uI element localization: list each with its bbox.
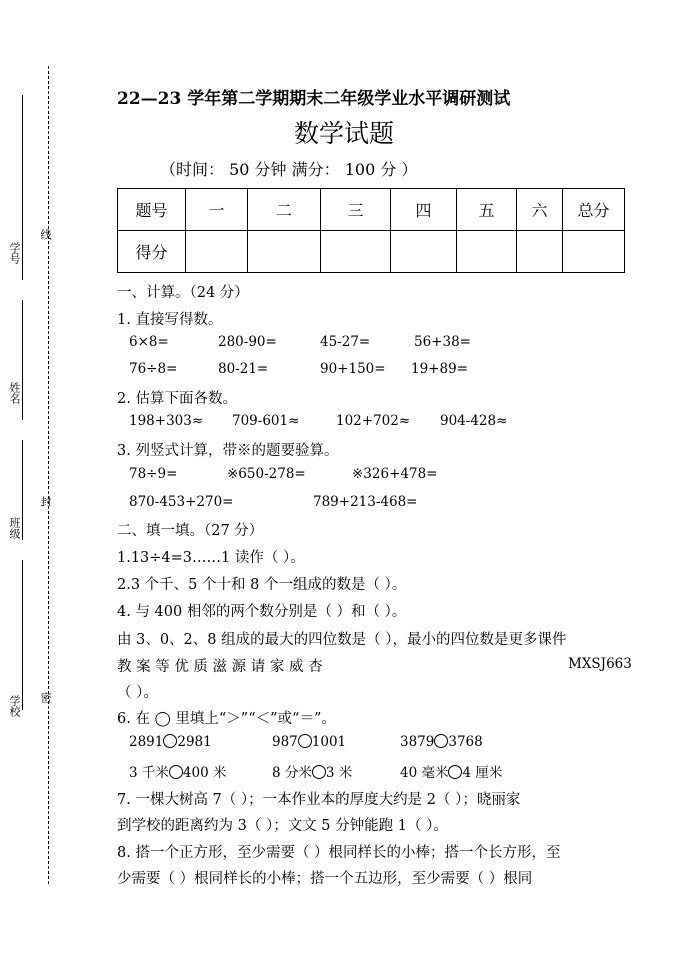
compare-circle[interactable] [312, 765, 326, 779]
question-2-6-title: 6. 在 ◯ 里填上“＞”“＜”或“＝”。 [117, 711, 336, 727]
class-blank [22, 440, 23, 540]
section2-title: 二、填一填。（27 分） [117, 523, 264, 539]
compare-circle[interactable] [163, 734, 177, 748]
compare-item [272, 761, 352, 781]
school-label: 学校 [8, 695, 21, 717]
question-2-7-line2: 到学校的距离约为 3（ ）；文文 5 分钟能跑 1（ ）。 [117, 818, 448, 834]
subject-title: 数学试题 [294, 119, 395, 148]
compare-left: 987 [272, 734, 298, 750]
q3-title: 3. 列竖式计算，带※的题要验算。 [117, 443, 339, 459]
compare-left: 3879 [400, 734, 435, 750]
student-no-blank [22, 95, 23, 280]
score-cell [321, 231, 391, 273]
expression: 45-27= [320, 334, 371, 350]
compare-left: 3 千米 [129, 765, 169, 781]
expression: 19+89= [411, 361, 468, 377]
question-2-4: 4. 与 400 相邻的两个数分别是（ ）和（ ）。 [117, 604, 407, 620]
question-2-2: 2.3 个千、5 个十和 8 个一组成的数是（ ）。 [117, 577, 407, 593]
question-2-8-line2: 少需要（ ）根同样长的小棒；搭一个五边形，至少需要（ ）根同 [117, 871, 533, 887]
line-mark: 线 [39, 229, 52, 240]
compare-right: 3 米 [325, 765, 353, 781]
score-header-cell: 题号 [118, 189, 186, 231]
compare-right: 2981 [177, 734, 212, 750]
seal-mark: 封 [39, 496, 52, 507]
score-row-label: 得分 [118, 231, 186, 273]
expression: ※650-278= [227, 466, 306, 482]
watermark-code: MXSJ663 [568, 656, 632, 672]
score-cell [457, 231, 517, 273]
binding-dashed-line [48, 66, 49, 884]
student-no-label: 学号 [8, 242, 21, 264]
question-2-8-line1: 8. 搭一个正方形，至少需要（ ）根同样长的小棒；搭一个长方形，至 [117, 845, 561, 861]
score-header-cell: 五 [457, 189, 517, 231]
expression: 198+303≈ [129, 413, 204, 429]
name-label: 姓名 [8, 382, 21, 404]
compare-left: 8 分米 [272, 765, 312, 781]
score-cell [517, 231, 563, 273]
compare-left: 2891 [129, 734, 164, 750]
expression: 6×8= [129, 334, 169, 350]
compare-item [129, 734, 212, 750]
expression: 90+150= [320, 361, 386, 377]
compare-item [272, 734, 346, 750]
exam-title: 22—23 学年第二学期期末二年级学业水平调研测试 [117, 89, 511, 109]
class-label: 班级 [8, 517, 21, 539]
compare-left: 40 毫米 [400, 765, 449, 781]
expression: 709-601≈ [232, 413, 300, 429]
question-2-1: 1.13÷4=3……1 读作（ ）。 [117, 550, 305, 566]
score-header-cell: 二 [248, 189, 321, 231]
expression: ※326+478= [352, 466, 438, 482]
expression: 56+38= [414, 334, 471, 350]
expression: 280-90= [218, 334, 277, 350]
score-cell [391, 231, 457, 273]
q1-title: 1. 直接写得数。 [117, 312, 223, 328]
expression: 870-453+270= [129, 494, 234, 510]
time-info: （时间： 50 分钟 满分： 100 分 ） [160, 160, 418, 179]
expression: 102+702≈ [336, 413, 411, 429]
compare-item [400, 734, 483, 750]
compare-right: 400 米 [182, 765, 227, 781]
expression: 80-21= [218, 361, 269, 377]
expression: 904-428≈ [440, 413, 508, 429]
score-table [117, 188, 625, 273]
score-header-cell: 四 [391, 189, 457, 231]
score-header-cell: 总分 [563, 189, 625, 231]
question-2-5-line2: 教 案 等 优 质 滋 源 请 家 威 杏 [117, 659, 323, 675]
compare-circle[interactable] [448, 765, 462, 779]
expression: 78÷9= [129, 466, 178, 482]
compare-right: 3768 [448, 734, 483, 750]
section1-title: 一、计算。（24 分） [117, 285, 249, 301]
question-2-5-line3: （ ）。 [117, 685, 158, 701]
compare-item [129, 761, 226, 781]
compare-circle[interactable] [169, 765, 183, 779]
question-2-7-line1: 7. 一棵大树高 7（ ）；一本作业本的厚度大约是 2（ ）；晓丽家 [117, 792, 521, 808]
compare-circle[interactable] [434, 734, 448, 748]
compare-right: 1001 [311, 734, 347, 750]
q2-title: 2. 估算下面各数。 [117, 391, 237, 407]
score-cell [563, 231, 625, 273]
compare-circle[interactable] [298, 734, 312, 748]
score-header-cell: 三 [321, 189, 391, 231]
expression: 76÷8= [129, 361, 178, 377]
name-blank [22, 300, 23, 420]
score-header-cell: 一 [186, 189, 248, 231]
score-cell [248, 231, 321, 273]
compare-right: 4 厘米 [462, 765, 503, 781]
seal2-mark: 密 [39, 692, 52, 703]
question-2-5-line1: 由 3、0、2、8 组成的最大的四位数是（ ），最小的四位数是更多课件 [117, 632, 567, 648]
score-header-cell: 六 [517, 189, 563, 231]
compare-item [400, 761, 502, 781]
school-blank [22, 560, 23, 710]
score-cell [186, 231, 248, 273]
expression: 789+213-468= [313, 494, 418, 510]
